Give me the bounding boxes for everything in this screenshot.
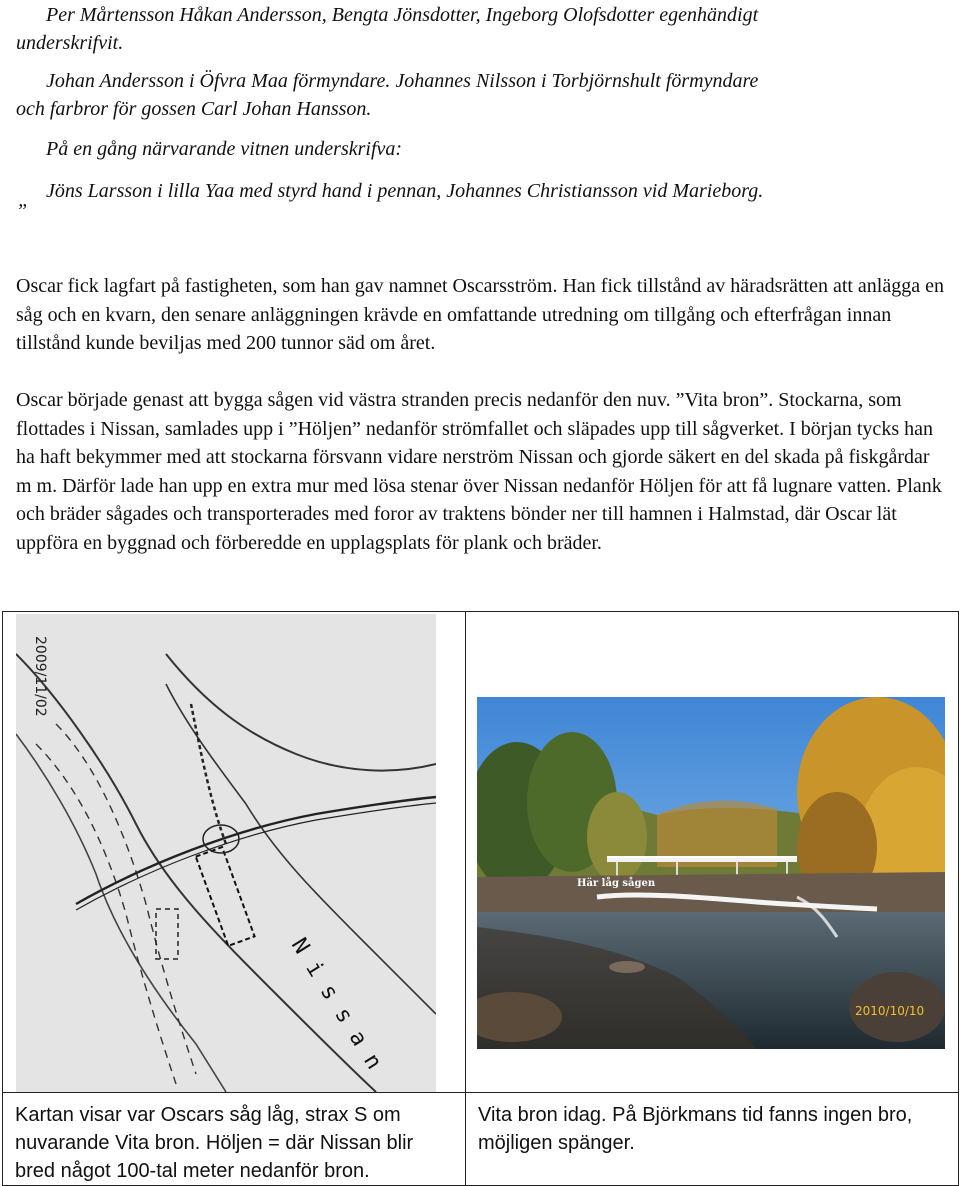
map-date-stamp: 2009/11/02 [32, 636, 48, 717]
photo-cell [466, 612, 959, 1093]
photo-date-stamp: 2010/10/10 [855, 1004, 925, 1018]
closing-quote: ” [16, 200, 28, 222]
letter-line-6: Jöns Larsson i lilla Yaa med styrd hand i pennan, Johannes Christiansson vid Marieborg. [46, 180, 764, 202]
map-caption: Kartan visar var Oscars såg låg, strax S om nuvarande Vita bron. Höljen = där Nissan blir bred något 100-tal meter nedanför bron. [3, 1093, 466, 1186]
paragraph-lagfart: Oscar fick lagfart på fastigheten, som han gav namnet Oscarsström. Han fick tillstånd av häradsrätten att anlägga en såg och en kvarn, den senare anläggningen krävde en omfattande utredning om tillgång och efterfrågan innan tillstånd kunde beviljas med 200 tunnor säd om året. [16, 275, 944, 354]
paragraph-sagen: Oscar började genast att bygga sågen vid västra stranden precis nedanför den nuv. ”Vita bron”. Stockarna, som flottades i Nissan, samlades upp i ”Höljen” nedanför strömfallet och släpades upp till sågverket. I början tycks han ha haft bekymmer med att stockarna försvann vidare nerström Nissan och gjorde säkert en del skada på fiskgårdar m m. Därför lade han upp en extra mur med lösa stenar över Nissan nedanför Höljen för att få lugnare vatten. Plank och bräder sågades och transporterades med foror av traktens bönder ner till hamnen i Halmstad, där Oscar lät uppföra en byggnad och förberedde en upplagsplats för plank och bräder. [16, 389, 942, 554]
photo-overlay-label: Här låg sågen [577, 878, 656, 889]
letter-line-4: och farbror för gossen Carl Johan Hansson. [16, 98, 372, 120]
photo-caption: Vita bron idag. På Björkmans tid fanns ingen bro, möjligen spänger. [466, 1093, 959, 1186]
map-cell [3, 612, 466, 1093]
letter-line-1: Per Mårtensson Håkan Andersson, Bengta Jönsdotter, Ingeborg Olofsdotter egenhändigt [46, 4, 759, 26]
letter-line-2: underskrifvit. [16, 32, 124, 54]
bridge-photo [477, 697, 945, 1049]
map-river-label: Nissan [285, 933, 394, 1086]
letter-line-3: Johan Andersson i Öfvra Maa förmyndare. Johannes Nilsson i Torbjörnshult förmyndare [46, 70, 759, 92]
figure-table [2, 611, 959, 1186]
letter-line-5: På en gång närvarande vitnen underskrifva: [46, 138, 403, 160]
map-image [16, 614, 436, 1092]
